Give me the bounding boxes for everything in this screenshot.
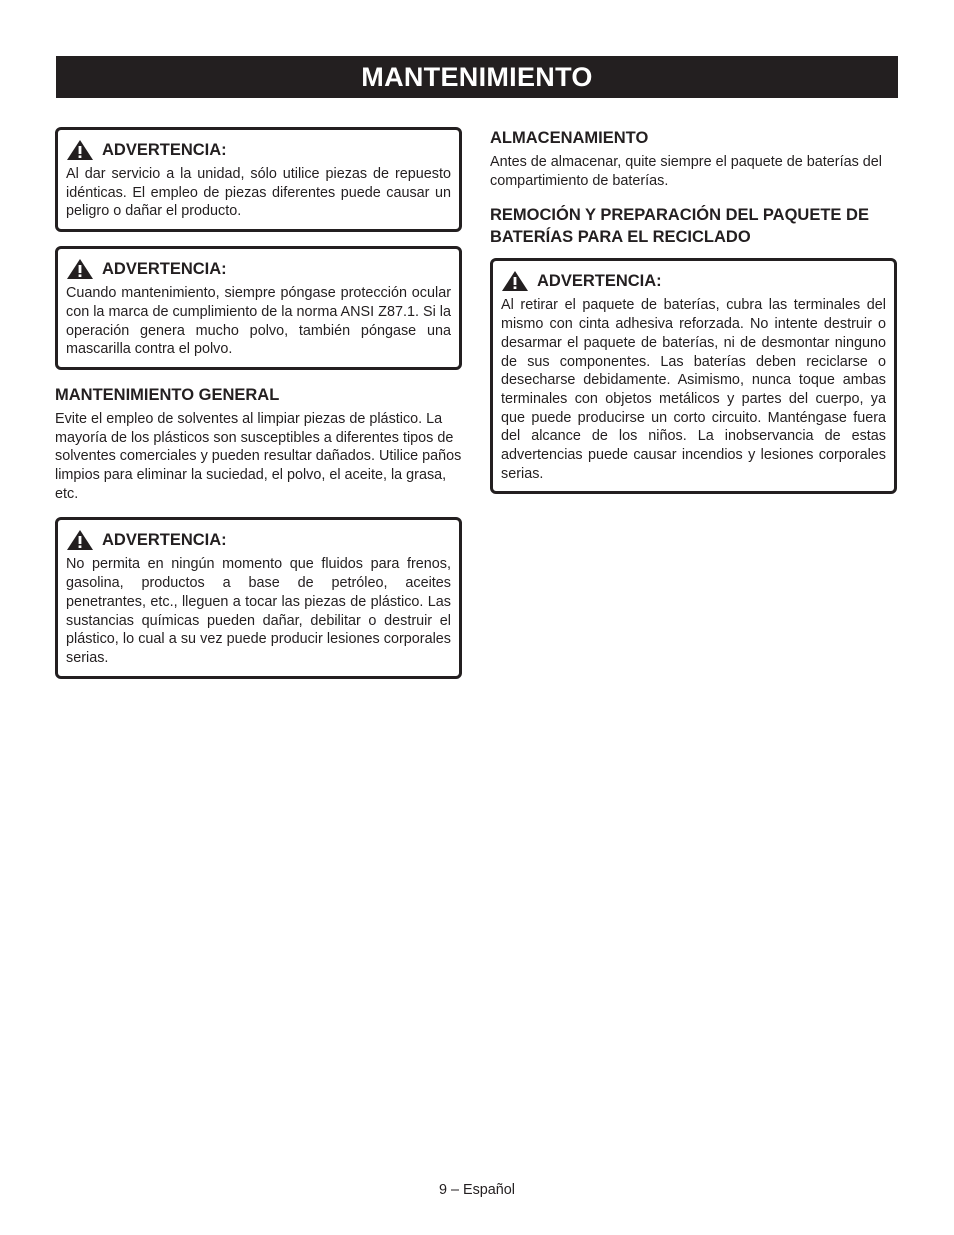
general-maintenance-text: Evite el empleo de solventes al limpiar piezas de plástico. La mayoría de los plásticos son susceptibles a diferentes tipos de solventes comerciales y pueden resultar dañados. Utilice paños limpios para eliminar la suciedad, el polvo, el aceite, la grasa, etc. [55, 410, 462, 502]
warning-text: No permita en ningún momento que fluidos para frenos, gasolina, productos a base de petróleo, aceites penetrantes, etc., lleguen a tocar las piezas de plástico. Las sustancias químicas pueden dañar, debilitar o destruir el plástico, lo cual a su vez puede producir lesiones corporales serias. [66, 556, 451, 666]
storage-text: Antes de almacenar, quite siempre el paquete de baterías del compartimiento de baterías. [490, 154, 882, 189]
page-title-bar [56, 56, 898, 98]
warning-text: Cuando mantenimiento, siempre póngase protección ocular con la marca de cumplimiento de la norma ANSI Z87.1. Si la operación genera mucho polvo, también póngase una mascarilla contra el polvo. [66, 285, 451, 358]
left-column [55, 127, 462, 693]
warning-title: ADVERTENCIA: [537, 271, 662, 290]
warning-header [66, 529, 451, 551]
warning-title: ADVERTENCIA: [102, 259, 227, 278]
page-footer: 9 – Español [438, 1182, 515, 1198]
warning-header [66, 139, 451, 161]
warning-triangle-icon [66, 529, 94, 551]
page-title: MANTENIMIENTO [361, 61, 593, 92]
section-heading-battery-recycling: REMOCIÓN Y PREPARACIÓN DEL PAQUETE DE BATERÍAS PARA EL RECICLADO [490, 206, 869, 247]
warning-box-eye-protection [55, 246, 462, 370]
right-column [490, 127, 897, 508]
warning-triangle-icon [66, 258, 94, 280]
warning-title: ADVERTENCIA: [102, 140, 227, 159]
warning-box-replacement-parts [55, 127, 462, 232]
warning-text: Al retirar el paquete de baterías, cubra las terminales del mismo con cinta adhesiva reforzada. No intente destruir o desarmar el paquete de baterías, ni de desmontar ninguno de sus componentes. Las baterías deben reciclarse o desecharse debidamente. Asimismo, nunca toque ambas terminales con objetos metálicos y partes del cuerpo, ya que puede producirse un corto circuito. Manténgase fuera del alcance de los niños. La inobservancia de estas advertencias puede causar incendios y lesiones corporales serias. [501, 297, 886, 482]
warning-text: Al dar servicio a la unidad, sólo utilice piezas de repuesto idénticas. El empleo de piezas diferentes puede causar un peligro o dañar el producto. [66, 166, 451, 220]
warning-triangle-icon [501, 270, 529, 292]
warning-header [501, 270, 886, 292]
warning-triangle-icon [66, 139, 94, 161]
warning-header [66, 258, 451, 280]
section-heading-general-maintenance: MANTENIMIENTO GENERAL [55, 385, 280, 404]
warning-box-chemicals [55, 517, 462, 678]
section-heading-storage: ALMACENAMIENTO [490, 129, 649, 147]
warning-title: ADVERTENCIA: [102, 530, 227, 549]
warning-box-battery [490, 258, 897, 494]
